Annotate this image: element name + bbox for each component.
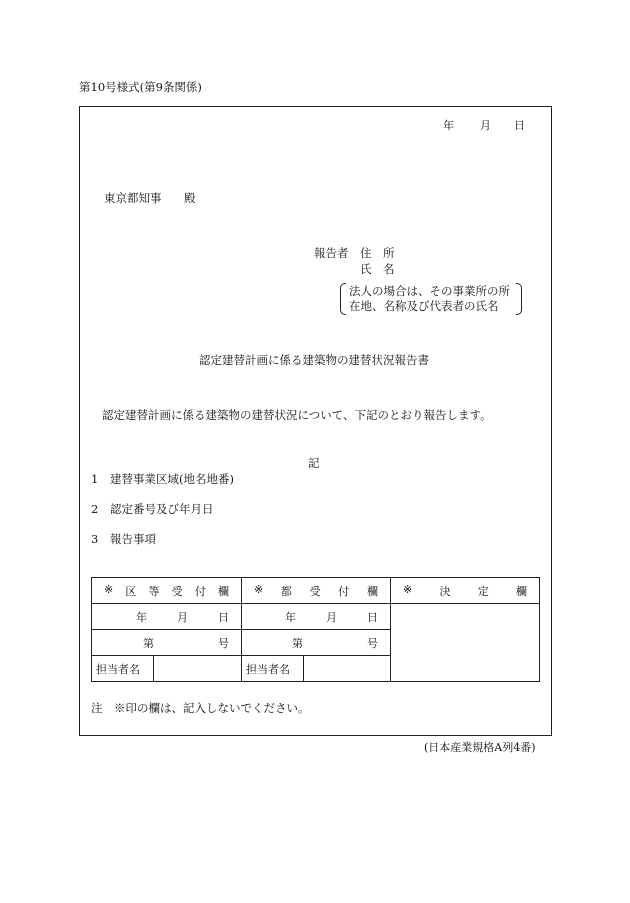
ward-number-suffix: 号 xyxy=(218,636,229,650)
ward-hdr-0: ※ xyxy=(104,582,114,596)
metro-date-month: 月 xyxy=(326,610,337,624)
ward-receipt-header xyxy=(92,578,242,604)
metro-hdr-1: 都 xyxy=(280,584,292,598)
ward-date-cell xyxy=(92,604,242,630)
intro-text: 認定建替計画に係る建築物の建替状況について、下記のとおり報告します。 xyxy=(102,408,492,422)
ward-hdr-4: 付 xyxy=(194,584,206,598)
metro-hdr-2: 受 xyxy=(309,584,321,598)
metro-number-cell xyxy=(242,630,391,656)
decision-hdr-3: 欄 xyxy=(515,584,527,598)
metro-receipt-header xyxy=(242,578,391,604)
reporter-name-label: 氏 名 xyxy=(360,262,395,276)
form-number-label: 第10号様式(第9条関係) xyxy=(79,80,202,94)
metro-person-label: 担当者名 xyxy=(242,656,304,682)
document-title: 認定建替計画に係る建築物の建替状況報告書 xyxy=(199,353,429,367)
paper-size-note: (日本産業規格A列4番) xyxy=(424,741,536,754)
receipt-header-row xyxy=(92,578,540,604)
right-bracket xyxy=(516,283,522,315)
metro-person-value xyxy=(304,656,391,682)
metro-date-day: 日 xyxy=(367,610,378,624)
date-month: 月 xyxy=(480,119,491,132)
receipt-table xyxy=(91,577,540,682)
note-text: 注 ※印の欄は、記入しないでください。 xyxy=(91,701,310,715)
metro-hdr-4: 欄 xyxy=(366,584,378,598)
metro-hdr-3: 付 xyxy=(338,584,350,598)
date-year: 年 xyxy=(443,119,454,132)
decision-header xyxy=(391,578,540,604)
corporate-note xyxy=(340,283,522,315)
receipt-date-row xyxy=(92,604,540,630)
item-1-number: 1 xyxy=(91,472,99,486)
item-2-text: 認定番号及び年月日 xyxy=(110,502,214,516)
reporter-address-label: 住 所 xyxy=(360,246,395,260)
corporate-note-line1: 法人の場合は、その事業所の所 xyxy=(349,284,510,298)
ward-hdr-5: 欄 xyxy=(218,584,229,598)
metro-date-year: 年 xyxy=(285,610,296,624)
reporter-label: 報告者 xyxy=(314,246,349,260)
left-bracket xyxy=(340,283,346,315)
ward-hdr-2: 等 xyxy=(148,584,160,598)
ward-person-value xyxy=(154,656,242,682)
item-3-text: 報告事項 xyxy=(110,532,156,546)
item-2-number: 2 xyxy=(91,502,99,516)
ki-heading: 記 xyxy=(308,456,320,470)
decision-hdr-1: 決 xyxy=(439,584,451,598)
ward-hdr-3: 受 xyxy=(171,584,183,598)
decision-cell xyxy=(391,604,540,682)
item-3-number: 3 xyxy=(91,532,99,546)
ward-date-month: 月 xyxy=(177,610,188,624)
metro-date-cell xyxy=(242,604,391,630)
decision-hdr-2: 定 xyxy=(477,584,489,598)
decision-hdr-0: ※ xyxy=(403,582,413,596)
metro-number-prefix: 第 xyxy=(292,636,303,650)
addressee-honorific: 殿 xyxy=(184,191,196,205)
metro-hdr-0: ※ xyxy=(254,582,264,596)
corporate-note-line2: 在地、名称及び代表者の氏名 xyxy=(349,299,499,313)
ward-date-day: 日 xyxy=(218,610,229,624)
ward-number-cell xyxy=(92,630,242,656)
date-day: 日 xyxy=(514,119,525,132)
addressee-name: 東京都知事 xyxy=(104,191,162,205)
item-1-text: 建替事業区域(地名地番) xyxy=(110,472,234,486)
ward-person-label: 担当者名 xyxy=(92,656,154,682)
ward-number-prefix: 第 xyxy=(143,636,154,650)
ward-date-year: 年 xyxy=(136,610,147,624)
metro-number-suffix: 号 xyxy=(367,636,378,650)
ward-hdr-1: 区 xyxy=(125,584,137,598)
